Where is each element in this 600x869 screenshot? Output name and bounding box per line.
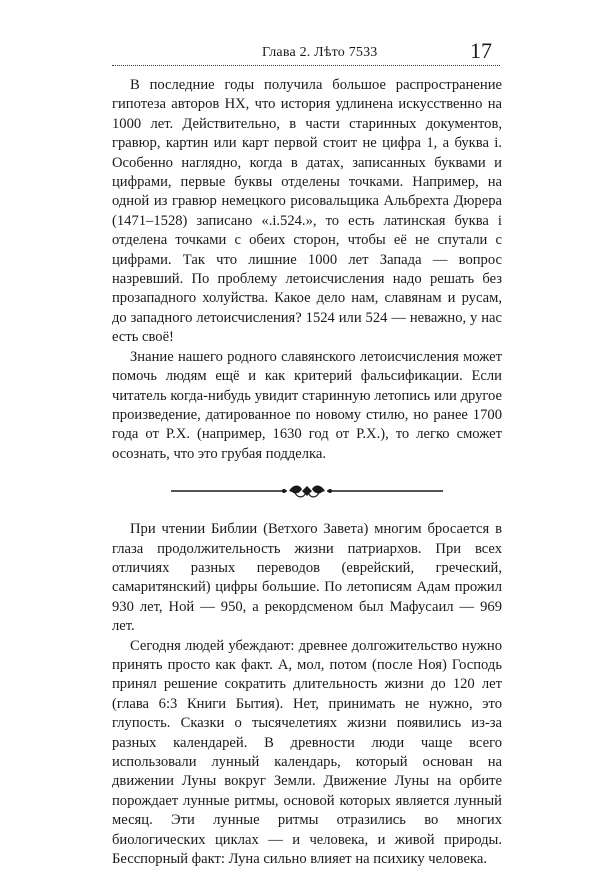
paragraph-3: При чтении Библии (Ветхого Завета) многим бросается в глаза продолжительность жизни патриархов. При всех отличиях разных переводов (еврейский, греческий, самаритянский) цифры большие. По летописям Адам прожил 930 лет, Ной — 950, а рекордсменом был Мафусаил — 969 лет. (112, 521, 502, 635)
chapter-title: Глава 2. Лѣто 7533 (262, 45, 378, 60)
paragraph-2: Знание нашего родного славянского летоисчисления может помочь людям ещё и как критерий фальсификации. Если читатель когда-нибудь увидит старинную летопись или другое произведение, датированное по новому стилю, но ранее 1700 года от Р.Х. (например, 1630 год от Р.Х.), то легко сможет осознать, что это грубая подделка. (112, 348, 502, 462)
header-divider (112, 65, 500, 66)
ornament-divider-icon (171, 481, 443, 501)
paragraph-1: В последние годы получила большое распространение гипотеза авторов НХ, что история удлинена искусственно на 1000 лет. Действительно, в части старинных документов, гравюр, картин или карт первой стоит не цифра 1, а буква i. Особенно наглядно, когда в датах, записанных буквами и цифрами, первые буквы отделены точками. Например, на одной из гравюр немецкого рисовальщика Альбрехта Дюрера (1471–1528) записано «.i.524.», то есть латинская буква i отделена точками с обеих сторон, чтобы её не спутали с цифрами. Так что лишние 1000 лет Запада — вопрос назревший. По проблему летоисчисления надо решать без прозападного холуйства. Какое дело нам, славянам и русам, до западного летоисчисления? 1524 или 524 — неважно, у нас есть своё! (112, 77, 502, 346)
running-head (112, 38, 492, 61)
body-text (112, 76, 502, 869)
paragraph-4: Сегодня людей убеждают: древнее долгожительство нужно принять просто как факт. А, мол, потом (после Ноя) Господь принял решение сократить длительность жизни до 120 лет (глава 6:3 Книги Бытия). Нет, принимать не нужно, это глупость. Сказки о тысячелетиях жизни появились из-за разных календарей. В древности люди чаще всего использовали лунный календарь, который основан на движении Луны вокруг Земли. Движение Луны на орбите порождает лунные ритмы, основой которых является лунный месяц. Эти лунные ритмы отразились во многих биологических циклах — и человека, и живой природы. Бесспорный факт: Луна сильно влияет на психику человека. (112, 637, 502, 868)
section-ornament (112, 476, 502, 506)
page-number: 17 (470, 38, 492, 63)
